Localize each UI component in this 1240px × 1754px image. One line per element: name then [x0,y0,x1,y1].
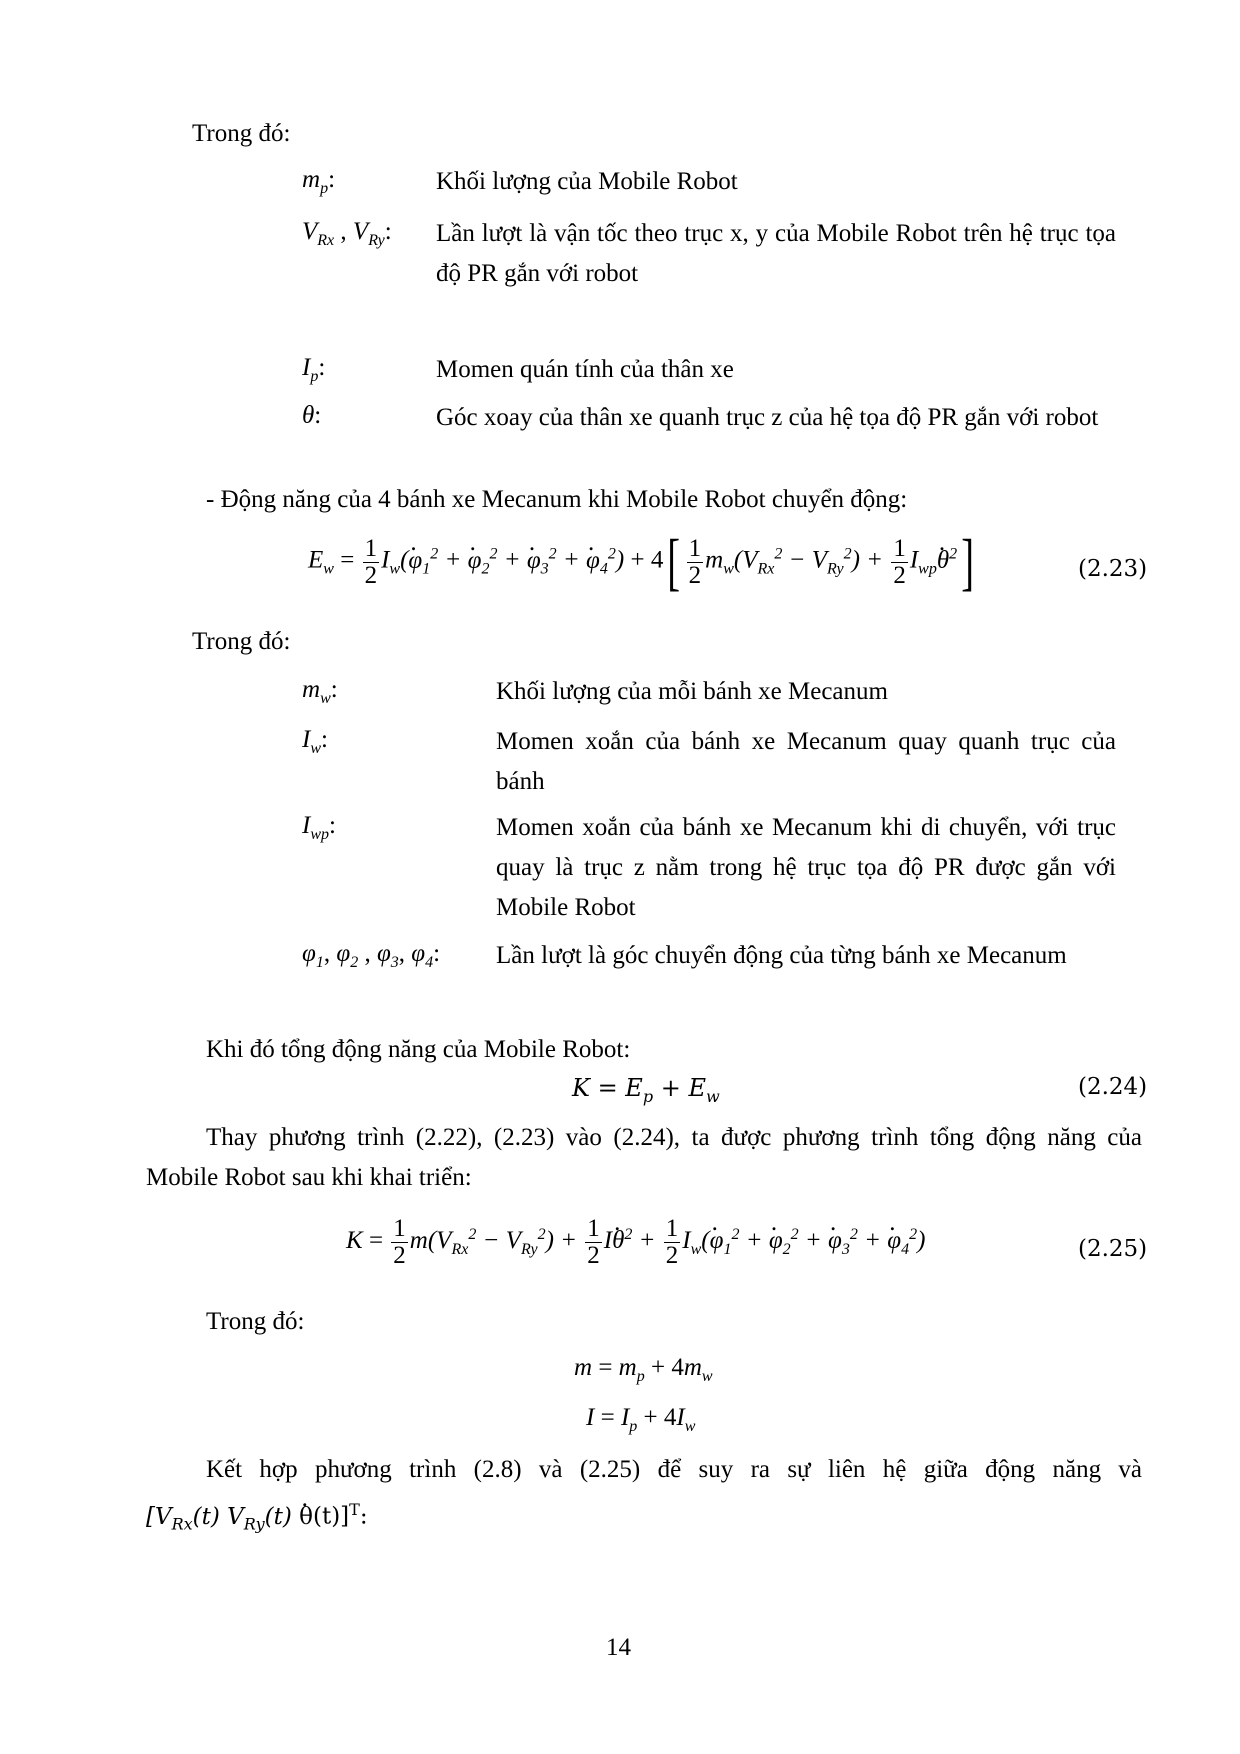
intro-eq-2-24: Khi đó tổng động năng của Mobile Robot: [206,1036,631,1063]
symbol-mp: $m_p$: [302,166,336,197]
equation-inertia: $I = I_p + 4I_w$ [586,1404,696,1435]
where-heading-3: Trong đó: [206,1308,305,1335]
symbol-theta: θ: [302,402,322,429]
equation-2-25: K = $\frac{1}{2}$ $m(V_{Rx}^2 - V_{Ry}^2)$ + $\frac{1}{2}$ I. $\theta^2$ + $\frac{1}{2}$ $I_w$(. $\varphi_1^2$ + . $\varphi_2^2$ + . $\varphi_3^2$ + . $\varphi_4^2$) [346,1216,925,1269]
def-theta: Góc xoay của thân xe quanh trục z của hệ tọa độ PR gắn với robot [436,404,1099,431]
intro-eq-2-23: - Động năng của 4 bánh xe Mecanum khi Mobile Robot chuyển động: [206,486,908,513]
paragraph-combine: Kết hợp phương trình (2.8) và (2.25) để suy ra sự liên hệ giữa động năng và [206,1456,1142,1483]
symbol-ip: $I_p$: [302,354,326,385]
def-mp: Khối lượng của Mobile Robot [436,168,738,195]
equation-number-2-25: (2.25) [1078,1236,1148,1262]
equation-mass: $m = m_p + 4m_w$ [574,1354,713,1385]
symbol-vrx-vry: $V_{Rx}$ , $V_{Ry}$: [302,218,392,249]
where-heading-1: Trong đó: [192,120,291,147]
def-vrx-vry: Lần lượt là vận tốc theo trục x, y của Mobile Robot trên hệ trục tọa độ PR gắn với robot [436,220,1116,287]
def-iw: Momen xoắn của bánh xe Mecanum quay quanh trục của bánh [496,728,1116,795]
def-phi: Lần lượt là góc chuyển động của từng bánh xe Mecanum [496,942,1067,969]
equation-number-2-24: (2.24) [1078,1074,1148,1100]
def-ip: Momen quán tính của thân xe [436,356,734,383]
state-vector: [$V_{Rx}(t)$ $V_{Ry}(t)$ . θ(t)]$^T$: [146,1500,368,1533]
page-number: 14 [606,1634,631,1661]
symbol-iwp: $I_{wp}$: [302,812,336,843]
where-heading-2: Trong đó: [192,628,291,655]
equation-2-24: $K = E_p + E_w$ [572,1074,720,1106]
symbol-mw: $m_w$: [302,676,338,707]
equation-number-2-23: (2.23) [1078,556,1148,582]
symbol-iw: $I_w$: [302,726,328,757]
def-mw: Khối lượng của mỗi bánh xe Mecanum [496,678,888,705]
symbol-phi: $\varphi_1$, $\varphi_2$ , $\varphi_3$, $\varphi_4$: [302,940,441,971]
def-iwp: Momen xoắn của bánh xe Mecanum khi di chuyển, với trục quay là trục z nằm trong hệ trục tọa độ PR được gắn với Mobile Robot [496,814,1116,921]
equation-2-23: $E_w$ = $\frac{1}{2}$ $I_w$(. $\varphi_1^2$ + . $\varphi_2^2$ + . $\varphi_3^2$ + . $\varphi_4^2) + 4$[ $\frac{1}{2}$ $m_w(V_{Rx}^2 - V_{Ry}^2)$ + $\frac{1}{2}$ $I_{wp}$. $\theta^2$] [308,530,978,594]
paragraph-substitution: Thay phương trình (2.22), (2.23) vào (2.24), ta được phương trình tổng động năng của Mobile Robot sau khi khai triển: [146,1124,1142,1191]
